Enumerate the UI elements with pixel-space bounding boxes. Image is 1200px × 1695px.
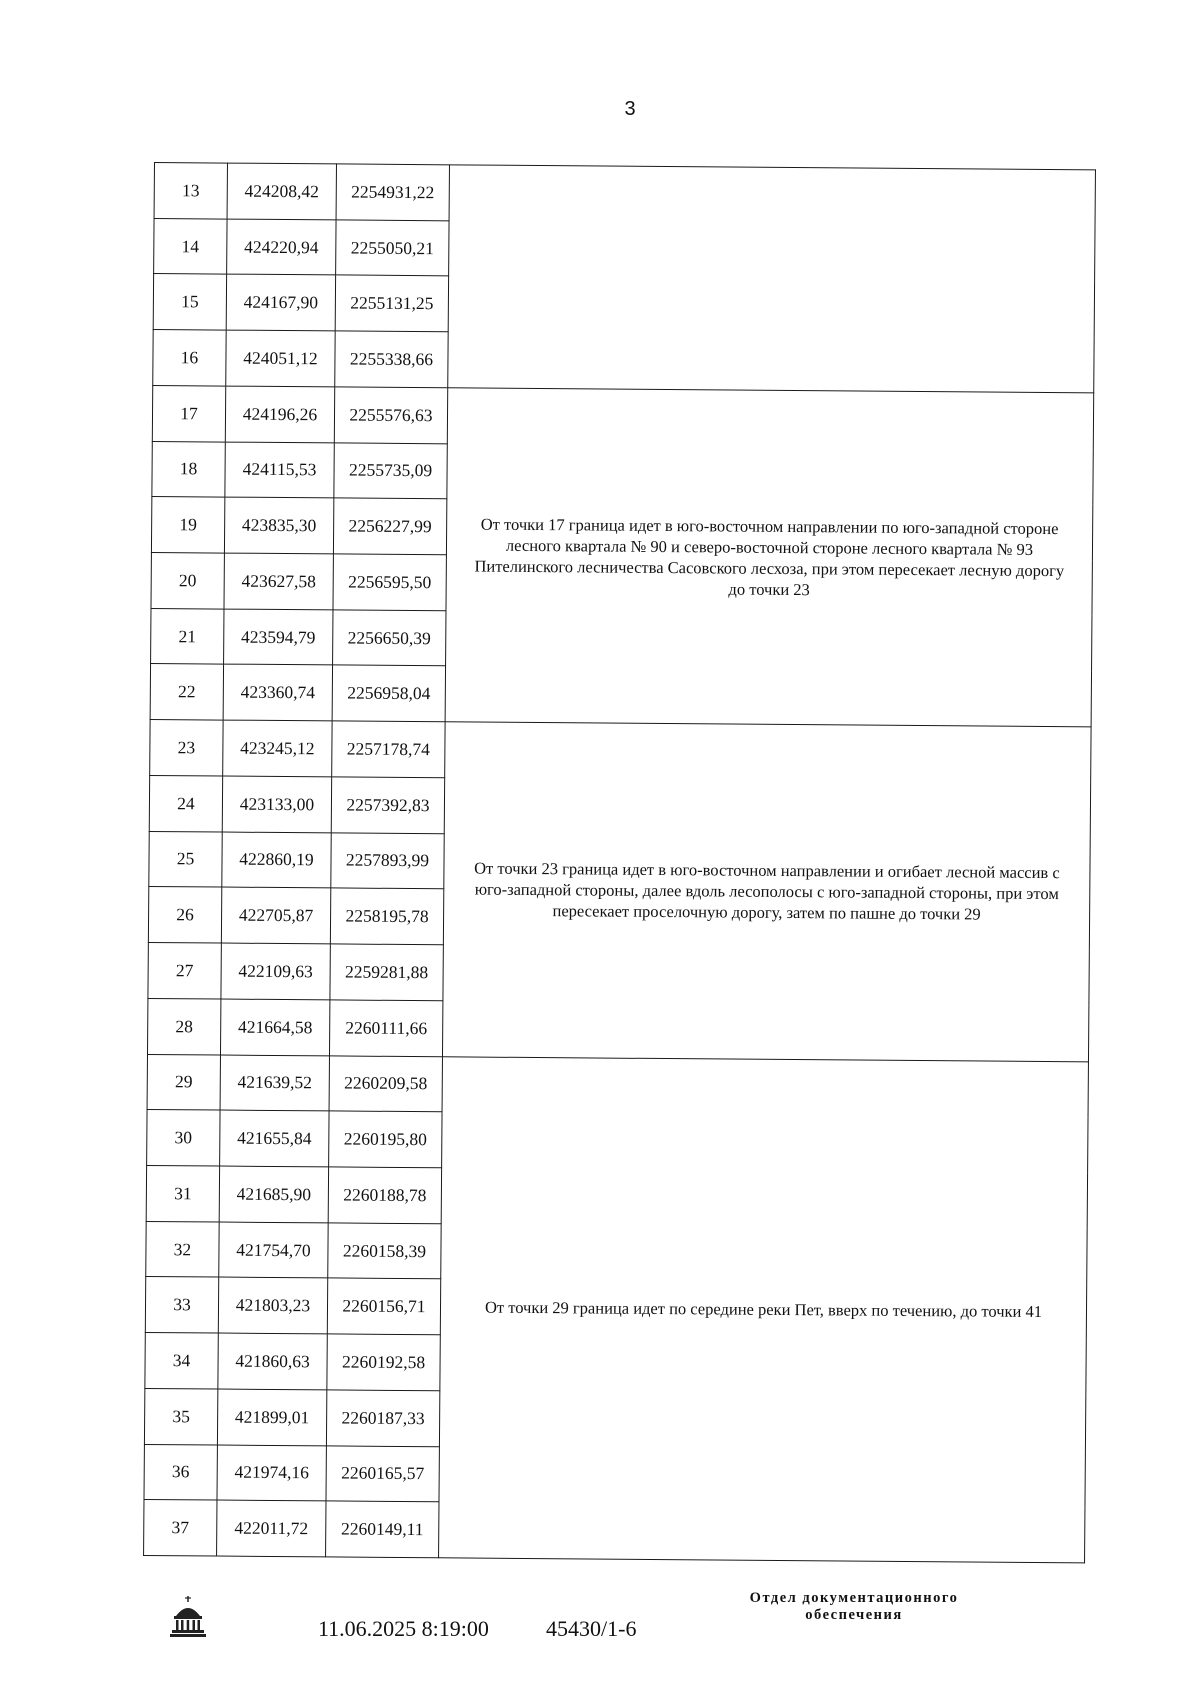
department-stamp [714,1590,994,1624]
coord-y: 2257178,74 [332,721,445,778]
point-number: 26 [148,887,221,943]
coord-y: 2255576,63 [334,387,447,444]
coordinates-table-container [143,162,1096,1563]
coord-y: 2260192,58 [327,1334,440,1391]
coord-x: 423835,30 [224,497,333,554]
coord-x: 424196,26 [225,386,334,443]
department-line: Отдел документационного [749,1590,959,1606]
coord-y: 2260195,80 [329,1111,442,1168]
coord-x: 421754,70 [219,1222,328,1279]
boundary-description: От точки 17 граница идет в юго-восточном направлении по юго-западной стороне лесного квартала № 90 и северо-восточной стороне лесного квартала № 93 Пителинского лесничества Сасовского лесхоза, при этом пересекает лесную дорогу до точки 23 [445,388,1094,727]
coord-y: 2260188,78 [328,1167,441,1224]
coord-x: 424051,12 [226,330,335,387]
coord-y: 2256227,99 [333,498,446,555]
coord-y: 2260149,11 [326,1501,439,1558]
coord-x: 423133,00 [222,776,331,833]
boundary-description: От точки 29 граница идет по середине реки Пет, вверх по течению, до точки 41 [439,1056,1089,1563]
coord-y: 2258195,78 [330,888,443,945]
point-number: 23 [150,720,223,776]
coord-y: 2260156,71 [327,1278,440,1335]
point-number: 33 [145,1277,218,1333]
point-number: 15 [153,274,226,330]
point-number: 31 [146,1165,219,1221]
point-number: 35 [144,1388,217,1444]
coord-x: 421899,01 [217,1389,326,1446]
coord-x: 423627,58 [224,553,333,610]
point-number: 27 [148,943,221,999]
coord-x: 421639,52 [220,1055,329,1112]
table-row [152,385,1093,448]
point-number: 30 [147,1110,220,1166]
point-number: 34 [145,1333,218,1389]
table-row [154,163,1095,226]
point-number: 28 [147,998,220,1054]
point-number: 13 [154,163,227,219]
coord-y: 2254931,22 [336,164,449,221]
registration-date: 11.06.2025 8:19:00 [318,1616,489,1641]
coord-x: 421974,16 [217,1445,326,1502]
coord-y: 2260165,57 [326,1445,439,1502]
table-row [150,720,1091,783]
page-number: 3 [624,98,636,120]
coord-y: 2255131,25 [335,275,448,332]
registration-number: 45430/1-6 [546,1616,637,1641]
coord-y: 2256650,39 [333,610,446,667]
point-number: 29 [147,1054,220,1110]
coordinates-table [143,162,1096,1563]
point-number: 18 [152,441,225,497]
coord-x: 421685,90 [219,1166,328,1223]
coord-x: 423360,74 [223,665,332,722]
point-number: 36 [144,1444,217,1500]
coord-x: 424208,42 [227,163,336,220]
point-number: 24 [149,775,222,831]
department-line: обеспечения [805,1607,903,1623]
coord-x: 424220,94 [227,219,336,276]
coord-x: 424115,53 [225,442,334,499]
point-number: 37 [144,1500,217,1556]
coord-y: 2256958,04 [332,665,445,722]
coord-y: 2257893,99 [331,833,444,890]
coord-x: 422011,72 [217,1500,326,1557]
coord-y: 2259281,88 [330,944,443,1001]
coord-y: 2255735,09 [334,443,447,500]
point-number: 14 [154,218,227,274]
point-number: 16 [153,330,226,386]
point-number: 32 [146,1221,219,1277]
coord-x: 421664,58 [220,999,329,1056]
coord-y: 2255338,66 [335,331,448,388]
point-number: 21 [151,608,224,664]
boundary-description: От точки 23 граница идет в юго-восточном направлении и огибает лесной массив с юго-западной стороны, далее вдоль лесополосы с юго-западной стороны, при этом пересекает проселочную дорогу, затем по пашне до точки 29 [442,722,1091,1061]
coord-x: 421655,84 [220,1110,329,1167]
coord-y: 2260209,58 [329,1055,442,1112]
coord-y: 2260111,66 [329,1000,442,1057]
coord-x: 421860,63 [218,1333,327,1390]
coord-x: 422705,87 [221,887,330,944]
coord-y: 2256595,50 [333,554,446,611]
coord-x: 421803,23 [218,1277,327,1334]
coord-x: 424167,90 [226,275,335,332]
point-number: 25 [149,831,222,887]
coord-y: 2255050,21 [336,220,449,277]
coord-x: 422109,63 [221,943,330,1000]
boundary-description [448,165,1096,393]
coord-y: 2260158,39 [328,1223,441,1280]
coord-x: 422860,19 [222,832,331,889]
document-footer [0,1590,1200,1670]
duma-emblem-icon [168,1594,208,1638]
point-number: 22 [150,664,223,720]
coord-x: 423594,79 [224,609,333,666]
point-number: 17 [152,385,225,441]
coord-x: 423245,12 [223,720,332,777]
point-number: 19 [151,497,224,553]
table-row [147,1054,1088,1117]
coord-y: 2257392,83 [331,777,444,834]
coord-y: 2260187,33 [326,1390,439,1447]
point-number: 20 [151,553,224,609]
